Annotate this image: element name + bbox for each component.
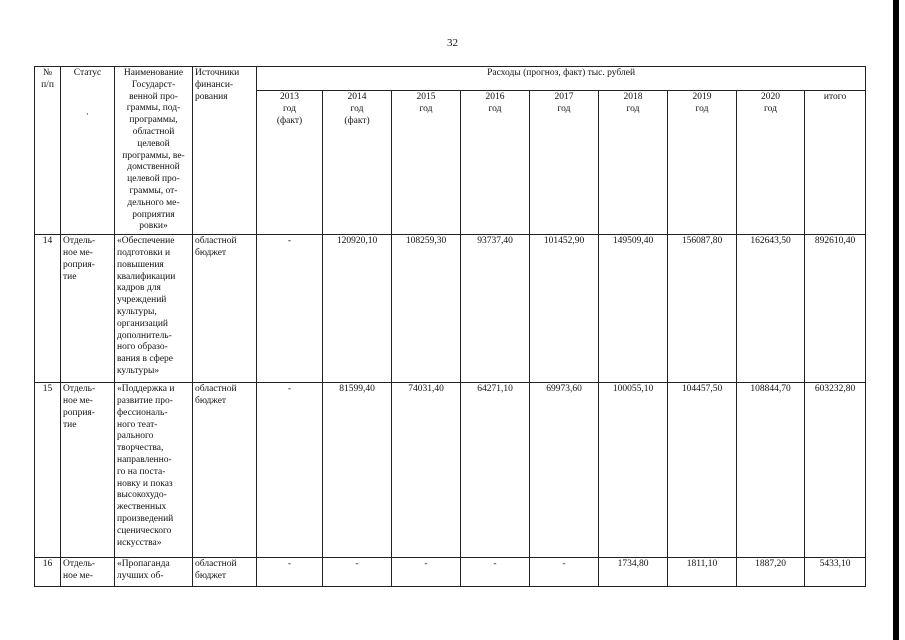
- col-header-year: 2018 год: [599, 91, 668, 235]
- col-header-year: 2015 год: [392, 91, 461, 235]
- row-value: -: [257, 558, 323, 587]
- row-total: 892610,40: [805, 235, 866, 383]
- table-row: [35, 558, 866, 587]
- row-name: «Обеспечение подготовки и повышения квалификации кадров для учреждений культуры, организаций дополнитель- ного образо- вания в сфере культуры»: [115, 235, 193, 383]
- row-value: 108844,70: [737, 383, 805, 558]
- col-header-status-mark: ·: [85, 109, 90, 120]
- row-source: областной бюджет: [193, 383, 257, 558]
- scan-edge-bar: [893, 0, 899, 640]
- row-value: 108259,30: [392, 235, 461, 383]
- row-status: Отдель- ное ме-: [61, 558, 115, 587]
- col-header-year: 2014 год (факт): [323, 91, 392, 235]
- col-header-status-label: Статус: [73, 68, 102, 78]
- table-row: [35, 235, 866, 383]
- row-value: 93737,40: [461, 235, 530, 383]
- row-value: 156087,80: [668, 235, 737, 383]
- row-status: Отдель- ное ме- роприя- тие: [61, 235, 115, 383]
- col-header-number: № п/п: [35, 67, 61, 235]
- row-value: 149509,40: [599, 235, 668, 383]
- row-number: 14: [35, 235, 61, 383]
- row-value: 1887,20: [737, 558, 805, 587]
- col-header-status: [61, 67, 115, 235]
- row-status: Отдель- ное ме- роприя- тие: [61, 383, 115, 558]
- row-total: 603232,80: [805, 383, 866, 558]
- expenditure-table: [34, 66, 866, 587]
- row-value: 74031,40: [392, 383, 461, 558]
- row-value: 104457,50: [668, 383, 737, 558]
- row-source: областной бюджет: [193, 235, 257, 383]
- row-source: областной бюджет: [193, 558, 257, 587]
- row-value: -: [530, 558, 599, 587]
- col-header-source: Источники финанси- рования: [193, 67, 257, 235]
- row-value: -: [257, 235, 323, 383]
- row-value: -: [257, 383, 323, 558]
- col-header-year: 2013 год (факт): [257, 91, 323, 235]
- col-header-expenses: Расходы (прогноз, факт) тыс. рублей: [257, 67, 866, 91]
- col-header-year: 2020 год: [737, 91, 805, 235]
- col-header-name: Наименование Государст- венной про- граммы, под- программы, областной целевой программы, ве- домственной целевой про- граммы, от- дельного ме- роприятия ровки»: [115, 67, 193, 235]
- row-number: 16: [35, 558, 61, 587]
- row-value: 162643,50: [737, 235, 805, 383]
- row-value: 69973,60: [530, 383, 599, 558]
- row-value: 64271,10: [461, 383, 530, 558]
- col-header-year: 2016 год: [461, 91, 530, 235]
- row-total: 5433,10: [805, 558, 866, 587]
- col-header-total: итого: [805, 91, 866, 235]
- col-header-year: 2019 год: [668, 91, 737, 235]
- row-value: -: [323, 558, 392, 587]
- page-number: 32: [447, 37, 458, 49]
- row-value: 1811,10: [668, 558, 737, 587]
- row-value: -: [392, 558, 461, 587]
- row-value: -: [461, 558, 530, 587]
- table-header-row: [35, 67, 866, 91]
- row-name: «Поддержка и развитие про- фессиональ- ного теат- рального творчества, направленно- го на поста- новку и показ высокохудо- жественных произведений сценического искусства»: [115, 383, 193, 558]
- row-number: 15: [35, 383, 61, 558]
- row-value: 81599,40: [323, 383, 392, 558]
- row-value: 101452,90: [530, 235, 599, 383]
- row-value: 1734,80: [599, 558, 668, 587]
- row-value: 100055,10: [599, 383, 668, 558]
- row-name: «Пропаганда лучших об-: [115, 558, 193, 587]
- row-value: 120920,10: [323, 235, 392, 383]
- table-row: [35, 383, 866, 558]
- col-header-year: 2017 год: [530, 91, 599, 235]
